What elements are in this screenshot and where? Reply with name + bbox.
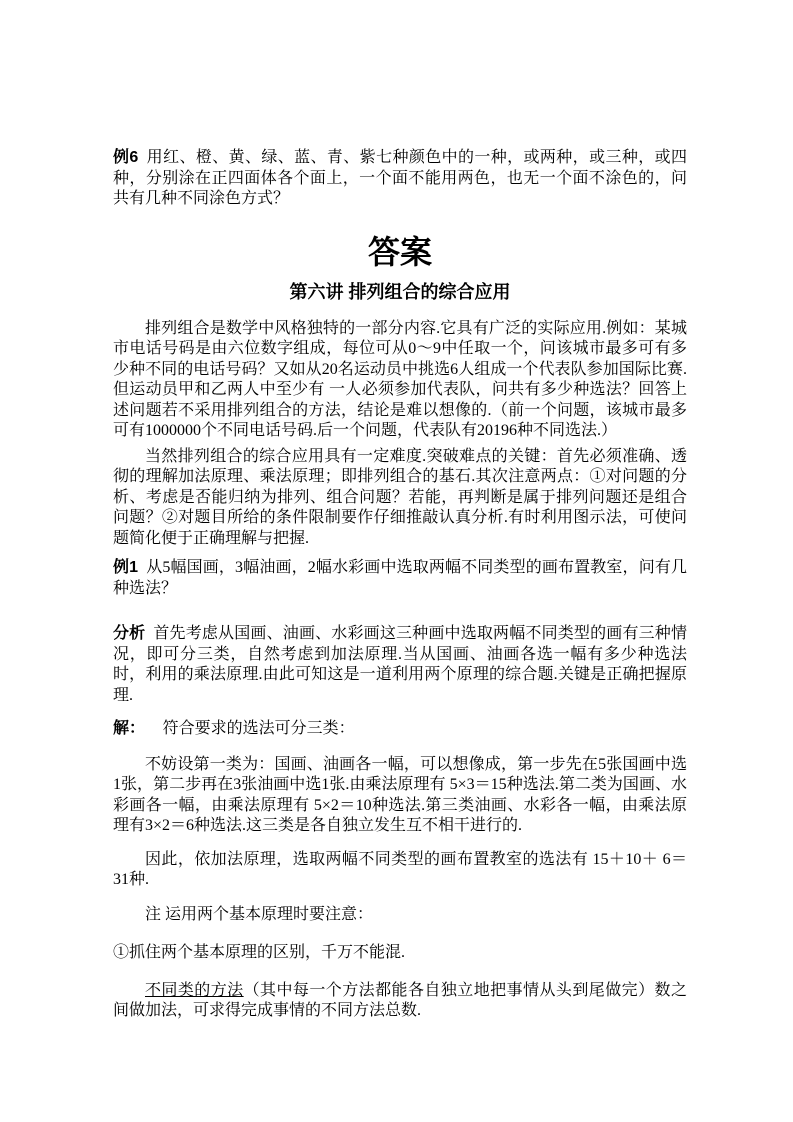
note-item-2-rest: （其中每一个方法都能各自独立地把事情从头到尾做完）数之间做加法，可求得完成事情的不同方法总数.	[113, 981, 687, 1019]
section-title: 第六讲 排列组合的综合应用	[289, 281, 511, 302]
document-content	[113, 148, 687, 1022]
solution-step-1-paragraph: 不妨设第一类为：国画、油画各一幅，可以想像成，第一步先在5张国画中选1张，第二步再在3张油画中选1张.由乘法原理有 5×3＝15种选法.第二类为国画、水彩画各一幅，由乘法原理有 5×2＝10种选法.第三类油画、水彩各一幅，由乘法原理有3×2＝6种选法.这三类是各自独立发生互不相干进行的.	[113, 755, 687, 834]
solution-heading-paragraph	[113, 719, 687, 740]
note-item-1-paragraph: ①抓住两个基本原理的区别，千万不能混.	[113, 944, 406, 961]
note-item-2-paragraph	[113, 981, 687, 1022]
solution-label: 解：	[113, 720, 146, 737]
analysis-text: 首先考虑从国画、油画、水彩画这三种画中选取两幅不同类型的画有三种情况，即可分三类，自然考虑到加法原理.当从国画、油画各选一幅有多少种选法时，利用的乘法原理.由此可知这是一道利用两个原理的综合题.关键是正确把握原理.	[113, 625, 687, 704]
analysis-label: 分析	[113, 625, 146, 642]
solution-step-2-paragraph: 因此，依加法原理，选取两幅不同类型的画布置教室的选法有 15＋10＋ 6＝31种.	[113, 850, 687, 888]
solution-text: 符合要求的选法可分三类：	[162, 720, 355, 737]
answer-title: 答案	[367, 233, 432, 270]
analysis-paragraph	[113, 624, 687, 706]
example1-label: 例1	[113, 559, 139, 576]
example1-text: 从5幅国画，3幅油画，2幅水彩画中选取两幅不同类型的画布置教室，问有几种选法？	[113, 559, 687, 597]
example6-paragraph	[113, 148, 687, 210]
intro-paragraph-1: 排列组合是数学中风格独特的一部分内容.它具有广泛的实际应用.例如：某城市电话号码是由六位数字组成，每位可从0～9中任取一个，问该城市最多可有多少种不同的电话号码？又如从20名运动员中挑选6人组成一个代表队参加国际比赛.但运动员甲和乙两人中至少有 一人必须参加代表队，问共有多少种选法？回答上述问题若不采用排列组合的方法，结论是难以想像的.（前一个问题，该城市最多可有1000000个不同电话号码.后一个问题，代表队有20196种不同选法.）	[113, 319, 687, 439]
note-heading-paragraph: 注 运用两个基本原理时要注意：	[145, 905, 374, 923]
intro-paragraph-2: 当然排列组合的综合应用具有一定难度.突破难点的关键：首先必须准确、透彻的理解加法原理、乘法原理；即排列组合的基石.其次注意两点：①对问题的分析、考虑是否能归纳为排列、组合问题？若能，再判断是属于排列问题还是组合问题？②对题目所给的条件限制要作仔细推敲认真分析.有时利用图示法，可使问题简化便于正确理解与把握.	[113, 447, 687, 547]
example6-label: 例6	[113, 149, 139, 166]
example6-text: 用红、橙、黄、绿、蓝、青、紫七种颜色中的一种，或两种，或三种，或四种，分别涂在正四面体各个面上，一个面不能用两色，也无一个面不涂色的，问共有几种不同涂色方式？	[113, 149, 687, 207]
note-item-2-underlined-phrase: 不同类的方法	[145, 981, 244, 999]
example1-paragraph	[113, 558, 687, 599]
